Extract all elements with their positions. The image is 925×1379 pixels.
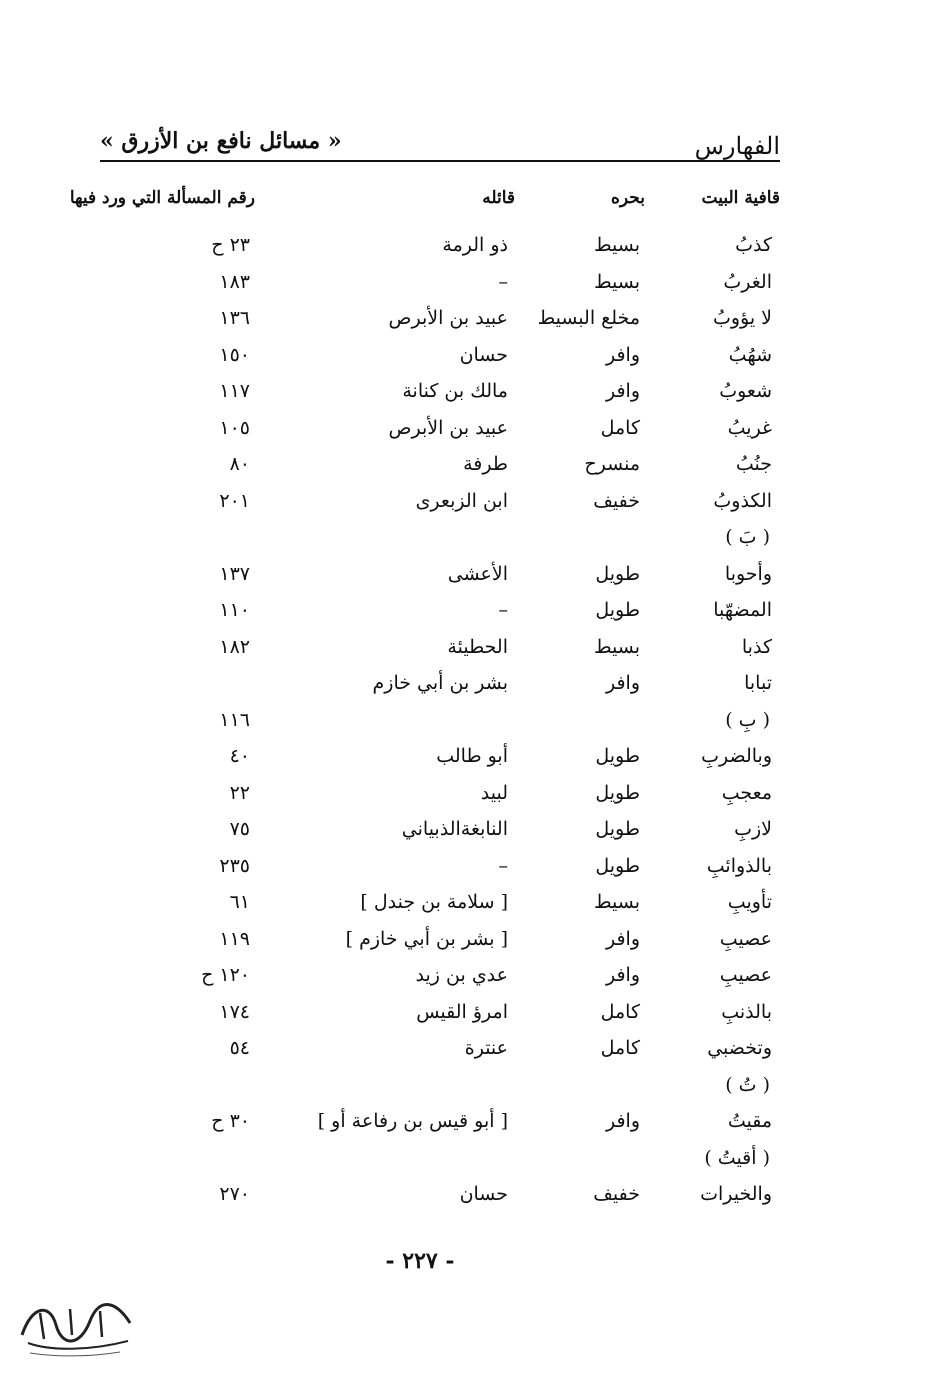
rhyme-cell: والخيرات: [700, 1183, 772, 1205]
meter-cell: طويل: [595, 818, 640, 840]
rhyme-cell: شعوبُ: [719, 380, 772, 402]
rhyme-cell: تبابا: [744, 672, 772, 694]
meter-cell: بسيط: [593, 234, 640, 256]
book-title: « مسائل نافع بن الأزرق »: [100, 128, 342, 154]
rhyme-cell: الكذوبُ: [713, 489, 772, 512]
table-row: [100, 928, 780, 965]
table-row: [100, 271, 780, 308]
section-title: الفهارس: [694, 132, 780, 160]
table-row: [100, 1183, 780, 1220]
issue-number-cell: ٢٣ ح: [211, 234, 250, 256]
poet-cell: ابن الزبعرى: [415, 489, 508, 512]
issue-number-cell: ٢٧٠: [219, 1183, 250, 1205]
poet-cell: عبيد بن الأبرص: [388, 416, 508, 439]
rhyme-cell: ( بَ ): [725, 526, 770, 548]
poet-cell: ذو الرمة: [442, 234, 508, 256]
header-rule: [100, 160, 780, 162]
poet-cell: عبيد بن الأبرص: [388, 307, 508, 329]
issue-number-cell: ٢٢: [229, 781, 250, 804]
meter-cell: طويل: [595, 781, 640, 804]
rhyme-cell: عصيبِ: [719, 964, 772, 986]
poet-cell: –: [498, 270, 508, 293]
rhyme-cell: بالذنبِ: [721, 1000, 772, 1023]
issue-number-cell: ١١٧: [219, 380, 250, 402]
meter-cell: طويل: [595, 745, 640, 767]
column-header-meter: بحره: [611, 188, 645, 208]
poet-cell: –: [498, 599, 508, 621]
table-row: [100, 599, 780, 636]
issue-number-cell: ١٨٣: [219, 270, 250, 293]
poet-cell: عدي بن زيد: [415, 964, 508, 986]
column-header-rhyme: قافية البيت: [701, 188, 780, 208]
rhyme-cell: ( أقيتُ ): [704, 1146, 770, 1169]
meter-cell: خفيف: [593, 489, 640, 512]
table-row: [100, 1074, 780, 1111]
column-headers: [69, 188, 780, 218]
issue-number-cell: ١١٩: [219, 927, 250, 950]
rhyme-cell: شهُبُ: [728, 343, 772, 366]
issue-number-cell: ٧٥: [229, 818, 250, 840]
table-row: [100, 234, 780, 271]
meter-cell: وافر: [605, 672, 640, 694]
poet-cell: حسان: [459, 343, 508, 366]
rhyme-cell: الغربُ: [723, 270, 772, 293]
rhyme-cell: المضهّبا: [713, 599, 772, 621]
rhyme-cell: معجبِ: [721, 781, 772, 804]
issue-number-cell: ١٢٠ ح: [201, 964, 250, 986]
meter-cell: طويل: [595, 854, 640, 877]
rhyme-cell: تأويبِ: [727, 891, 772, 913]
table-row: [100, 307, 780, 344]
poet-cell: حسان: [459, 1183, 508, 1205]
issue-number-cell: ٥٤: [229, 1037, 250, 1059]
meter-cell: بسيط: [593, 891, 640, 913]
rhyme-cell: بالذوائبِ: [706, 854, 772, 877]
issue-number-cell: ١١٠: [219, 599, 250, 621]
poet-cell: [ بشر بن أبي خازم ]: [345, 927, 508, 950]
rhyme-cell: غريبُ: [727, 416, 772, 439]
meter-cell: وافر: [605, 343, 640, 366]
table-row: [100, 709, 780, 746]
meter-cell: طويل: [595, 562, 640, 585]
poet-cell: [ سلامة بن جندل ]: [360, 891, 508, 913]
meter-cell: وافر: [605, 380, 640, 402]
meter-cell: وافر: [605, 1110, 640, 1132]
table-row: [100, 818, 780, 855]
table-row: [100, 1147, 780, 1184]
poet-cell: أبو طالب: [436, 745, 508, 767]
meter-cell: منسرح: [584, 453, 640, 475]
rhyme-cell: عصيبِ: [719, 927, 772, 950]
table-row: [100, 636, 780, 673]
meter-cell: كامل: [600, 416, 640, 439]
issue-number-cell: ٨٠: [229, 453, 250, 475]
table-row: [100, 563, 780, 600]
poet-cell: امرؤ القيس: [416, 1000, 508, 1023]
meter-cell: كامل: [600, 1000, 640, 1023]
table-row: [100, 526, 780, 563]
table-row: [100, 490, 780, 527]
table-row: [100, 745, 780, 782]
rhyme-cell: كذبُ: [735, 234, 772, 256]
rhyme-cell: جنُبُ: [735, 453, 772, 475]
issue-number-cell: ٢٣٥: [219, 854, 250, 877]
table-row: [100, 1001, 780, 1038]
table-row: [100, 344, 780, 381]
meter-cell: طويل: [595, 599, 640, 621]
column-header-poet: قائله: [482, 188, 515, 208]
issue-number-cell: ١١٦: [219, 708, 250, 731]
table-row: [100, 453, 780, 490]
running-head: [100, 128, 780, 164]
table-row: [100, 964, 780, 1001]
meter-cell: وافر: [605, 964, 640, 986]
meter-cell: كامل: [600, 1037, 640, 1059]
issue-number-cell: ١٣٧: [219, 562, 250, 585]
issue-number-cell: ١٥٠: [219, 343, 250, 366]
table-row: [100, 417, 780, 454]
rhyme-cell: كذبا: [741, 635, 772, 658]
poet-cell: [ أبو قيس بن رفاعة أو ]: [317, 1110, 508, 1132]
issue-number-cell: ٢٠١: [219, 489, 250, 512]
issue-number-cell: ٣٠ ح: [211, 1110, 250, 1132]
issue-number-cell: ٦١: [229, 891, 250, 913]
table-row: [100, 891, 780, 928]
poet-cell: الحطيئة: [447, 635, 508, 658]
meter-cell: خفيف: [593, 1183, 640, 1205]
stamp-logo: [10, 1295, 140, 1361]
poet-cell: الأعشى: [447, 562, 508, 585]
table-row: [100, 1037, 780, 1074]
poet-cell: –: [498, 854, 508, 877]
meter-cell: بسيط: [593, 270, 640, 293]
meter-cell: مخلع البسيط: [537, 307, 640, 329]
rhyme-cell: وبالضربِ: [701, 745, 772, 767]
poet-cell: مالك بن كنانة: [402, 380, 508, 402]
table-row: [100, 380, 780, 417]
issue-number-cell: ١٣٦: [219, 307, 250, 329]
issue-number-cell: ١٧٤: [219, 1000, 250, 1023]
table-row: [100, 1110, 780, 1147]
poet-cell: لبيد: [480, 781, 508, 804]
poet-cell: بشر بن أبي خازم: [372, 672, 508, 694]
rhyme-cell: ( بِ ): [725, 708, 770, 731]
issue-number-cell: ١٠٥: [219, 416, 250, 439]
rhyme-cell: لا يؤوبُ: [712, 307, 772, 329]
poet-cell: النابغةالذبياني: [401, 818, 508, 840]
page-number: - ٢٢٧ -: [385, 1248, 455, 1274]
rhyme-cell: وأحوبا: [724, 562, 772, 585]
issue-number-cell: ٤٠: [229, 745, 250, 767]
meter-cell: وافر: [605, 927, 640, 950]
issue-number-cell: ١٨٢: [219, 635, 250, 658]
poet-cell: عنترة: [464, 1037, 508, 1059]
rhyme-cell: مقيتُ: [727, 1110, 772, 1132]
table-row: [100, 782, 780, 819]
rhyme-cell: وتخضبي: [707, 1037, 772, 1059]
rhyme-cell: ( تُ ): [725, 1073, 770, 1096]
meter-cell: بسيط: [593, 635, 640, 658]
rhyme-cell: لازبِ: [734, 818, 772, 840]
table-row: [100, 855, 780, 892]
table-row: [100, 672, 780, 709]
index-table: [100, 234, 780, 1220]
column-header-issue: رقم المسألة التي ورد فيها: [69, 188, 255, 208]
poet-cell: طرفة: [463, 453, 508, 475]
